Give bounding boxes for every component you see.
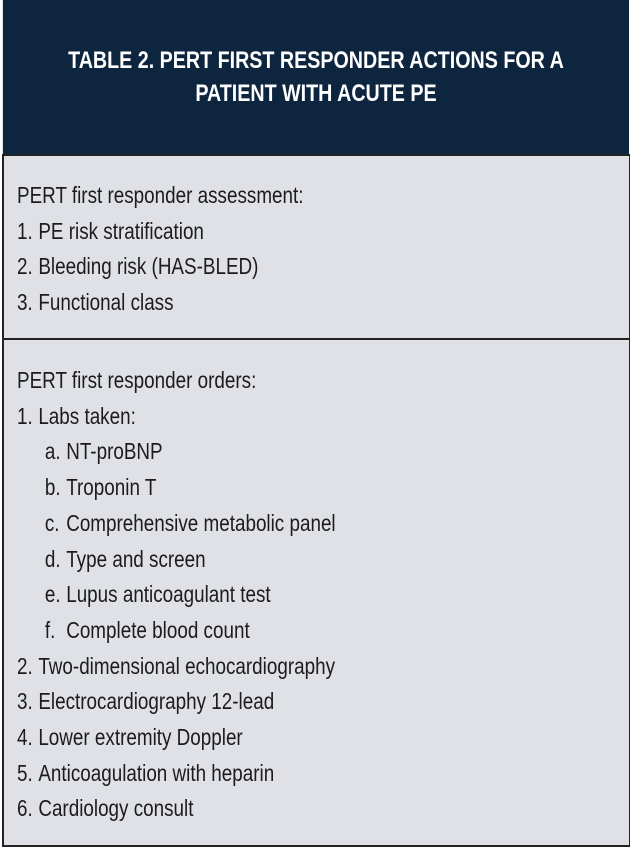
assessment-item: 2. Bleeding risk (HAS-BLED) <box>17 253 259 280</box>
labs-subitem: c. Comprehensive metabolic panel <box>44 509 336 536</box>
labs-subitem: a. NT-proBNP <box>44 438 163 465</box>
orders-heading: PERT first responder orders: <box>17 367 257 393</box>
title-line-1: TABLE 2. PERT FIRST RESPONDER ACTIONS FOR A <box>68 47 564 74</box>
assessment-item: 3. Functional class <box>17 289 174 316</box>
labs-subitem: d. Type and screen <box>44 545 206 572</box>
orders-item: 5. Anticoagulation with heparin <box>17 759 275 786</box>
labs-subitem: b. Troponin T <box>44 474 157 501</box>
pert-table <box>2 0 629 847</box>
orders-item: 6. Cardiology consult <box>17 795 194 822</box>
assessment-section <box>2 154 630 340</box>
orders-item: 2. Two-dimensional echocardiography <box>17 652 336 679</box>
orders-item: 4. Lower extremity Doppler <box>17 724 243 751</box>
table-header <box>3 0 629 154</box>
labs-subitem: f. Complete blood count <box>44 616 250 643</box>
orders-section <box>2 338 630 847</box>
orders-item: 1. Labs taken: <box>17 402 136 429</box>
assessment-heading: PERT first responder assessment: <box>17 182 304 208</box>
labs-subitem: e. Lupus anticoagulant test <box>44 581 271 608</box>
assessment-item: 1. PE risk stratification <box>17 217 204 244</box>
orders-item: 3. Electrocardiography 12-lead <box>17 688 275 715</box>
table-title <box>59 44 572 110</box>
title-line-2: PATIENT WITH ACUTE PE <box>195 80 437 107</box>
